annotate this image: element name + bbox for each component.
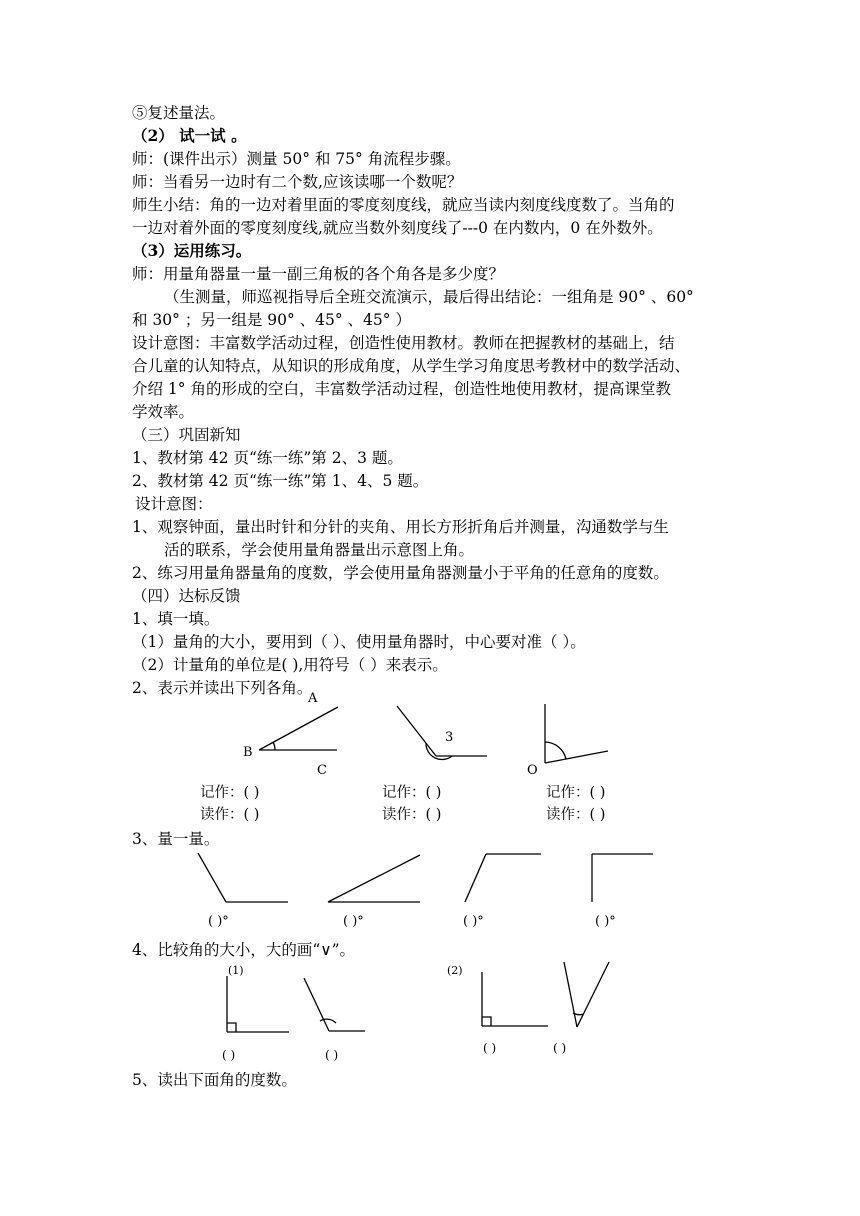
question-4-title: 4、比较角的大小，大的画“∨”。 <box>132 941 356 959</box>
group-label-1: (1) <box>228 964 244 977</box>
text-line: 2、练习用量角器量角的度数，学会使用量角器测量小于平角的任意角的度数。 <box>132 564 669 582</box>
text-line: （生测量，师巡视指导后全班交流演示，最后得出结论：一组角是 90° 、60° <box>164 288 694 306</box>
text-line: 介绍 1° 角的形成的空白，丰富数学活动过程，创造性地使用教材，提高课堂教 <box>132 380 671 398</box>
section-heading: （2） 试一试 。 <box>132 126 247 145</box>
compare-2-acute-angle <box>564 962 609 1027</box>
text-line: 师生小结：角的一边对着里面的零度刻度线，就应当读内刻度线度数了。当角的 <box>132 196 675 214</box>
text-line: 1、填一填。 <box>132 610 220 628</box>
text-line: （2）计量角的单位是( ),用符号（ ）来表示。 <box>132 656 448 674</box>
text-line: 学效率。 <box>132 403 195 421</box>
notation-blank-2: 记作：( ) <box>382 785 442 801</box>
section-heading: （三）巩固新知 <box>132 426 241 444</box>
text-line: 2、表示并读出下列各角。 <box>132 679 313 697</box>
measure-blank-2: ( )° <box>343 914 364 929</box>
text-line: 一边对着外面的零度刻度线,就应当数外刻度线了---0 在内数内，0 在外数外。 <box>132 219 663 237</box>
reading-blank-2: 读作：( ) <box>382 807 442 823</box>
text-line: 师：(课件出示）测量 50° 和 75° 角流程步骤。 <box>132 150 461 168</box>
text-line: 1、观察钟面，量出时针和分针的夹角、用长方形折角后并测量，沟通数学与生 <box>132 518 669 536</box>
group-label-2: (2) <box>447 964 463 977</box>
reading-blank-3: 读作：( ) <box>546 807 606 823</box>
section-heading: （3）运用练习。 <box>132 241 252 260</box>
compare-blank-4: ( ) <box>553 1041 567 1055</box>
measure-blank-1: ( )° <box>208 914 229 929</box>
measure-blank-3: ( )° <box>463 914 484 929</box>
text-line: 和 30° ；另一组是 90° 、45° 、45° ） <box>132 311 411 329</box>
measure-angle-2 <box>328 855 420 902</box>
angle-label-3: 3 <box>445 730 454 745</box>
text-line: 师：当看另一边时有二个数,应该读哪一个数呢？ <box>132 173 463 191</box>
point-label-a: A <box>308 691 318 706</box>
question-3-title: 3、量一量。 <box>132 830 220 848</box>
text-line: 师：用量角器量一量一副三角板的各个角各是多少度？ <box>132 265 505 283</box>
text-line: （1）量角的大小，要用到（ ）、使用量角器时，中心要对准（ ）。 <box>132 633 586 651</box>
notation-blank-1: 记作：( ) <box>200 785 260 801</box>
measure-angle-3 <box>465 854 541 902</box>
reading-blank-1: 读作：( ) <box>200 807 260 823</box>
compare-blank-3: ( ) <box>483 1041 497 1055</box>
compare-blank-1: ( ) <box>222 1048 236 1062</box>
point-label-b: B <box>243 745 253 760</box>
text-line: 活的联系，学会使用量角器量出示意图上角。 <box>164 541 475 559</box>
measure-angle-1 <box>198 853 288 902</box>
text-line: 设计意图： <box>135 495 213 513</box>
compare-2-right-angle <box>482 972 548 1026</box>
point-label-c: C <box>317 763 327 778</box>
question-5-title: 5、读出下面角的度数。 <box>132 1071 297 1089</box>
text-line: 1、教材第 42 页“练一练”第 2、3 题。 <box>132 449 403 467</box>
angle-3-figure <box>397 706 487 760</box>
compare-blank-2: ( ) <box>325 1048 339 1062</box>
angle-o-figure <box>545 704 608 763</box>
text-line: 设计意图：丰富数学活动过程，创造性使用教材。教师在把握教材的基础上，结 <box>132 334 675 352</box>
text-line: 2、教材第 42 页“练一练”第 1、4、5 题。 <box>132 472 429 490</box>
text-line: 合儿童的认知特点，从知识的形成角度，从学生学习角度思考教材中的数学活动、 <box>132 357 691 375</box>
text-line: ⑤复述量法。 <box>132 104 226 122</box>
angle-abc-figure <box>259 707 338 750</box>
measure-angle-4 <box>592 854 653 902</box>
notation-blank-3: 记作：( ) <box>546 785 606 801</box>
section-heading: （四）达标反馈 <box>132 587 241 605</box>
point-label-o: O <box>527 763 538 778</box>
compare-1-obtuse-angle <box>304 978 365 1031</box>
compare-1-right-angle <box>227 976 289 1032</box>
measure-blank-4: ( )° <box>595 914 616 929</box>
